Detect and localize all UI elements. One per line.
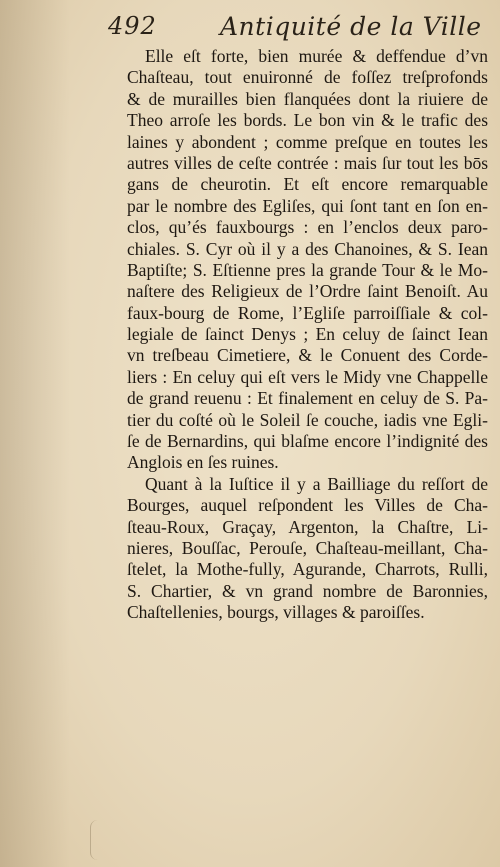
text-line: de grand reuenu : Et finalement en celuy de S. Pa- (127, 388, 488, 409)
page-header (108, 12, 488, 46)
text-line: liers : En celuy qui eſt vers le Midy vne Chappelle (127, 366, 488, 387)
text-line: chiales. S. Cyr où il y a des Chanoines, & S. Iean (127, 238, 488, 259)
text-line: Chaſtellenies, bourgs, villages & paroiſſes. (127, 602, 425, 623)
paragraph-2 (127, 474, 488, 624)
text-line: par le nombre des Egliſes, qui ſont tant en ſon en- (127, 195, 488, 216)
page-number: 492 (108, 12, 157, 40)
text-line: legiale de ſainct Denys ; En celuy de ſainct Iean (127, 324, 488, 345)
paragraph-1 (127, 46, 488, 474)
gutter-shadow (0, 0, 70, 867)
text-line: S. Chartier, & vn grand nombre de Baronnies, (127, 580, 488, 601)
text-line: tier du coſté où le Soleil ſe couche, iadis vne Egli- (127, 409, 488, 430)
text-line: laines y abondent ; comme preſque en toutes les (127, 131, 488, 152)
text-line: ſteau-Roux, Graçay, Argenton, la Chaſtre, Li- (127, 516, 488, 537)
text-line: ſtelet, la Mothe-fully, Agurande, Charrots, Rulli, (127, 559, 488, 580)
text-line: ſe de Bernardins, qui blaſme encore l’indignité des (127, 431, 488, 452)
text-line: Chaſteau, tout enuironné de foſſez treſprofonds (127, 67, 488, 88)
text-line: & de murailles bien flanquées dont la riuiere de (127, 88, 488, 109)
text-line: vn treſbeau Cimetiere, & le Conuent des Corde- (127, 345, 488, 366)
text-line: clos, qu’és fauxbourgs : en l’enclos deux paro- (127, 217, 488, 238)
text-line: naſtere des Religieux de l’Ordre ſaint Benoiſt. Au (127, 281, 488, 302)
text-line: gans de cheurotin. Et eſt encore remarquable (127, 174, 488, 195)
running-title: Antiquité de la Ville (220, 12, 482, 41)
body-text (127, 46, 488, 624)
text-line: autres villes de ceſte contrée : mais ſur tout les bōs (127, 152, 488, 173)
text-line: Elle eſt forte, bien murée & deffendue d’vn (145, 46, 488, 66)
text-line: Quant à la Iuſtice il y a Bailliage du reſſort de (145, 473, 488, 494)
text-line: Anglois en ſes ruines. (127, 452, 279, 473)
text-line: Baptiſte; S. Eſtienne pres la grande Tour & le Mo- (127, 259, 488, 280)
page-fold-mark (90, 820, 105, 860)
text-line: faux-bourg de Rome, l’Egliſe parroiſſiale & col- (127, 302, 488, 323)
text-line: nieres, Bouſſac, Perouſe, Chaſteau-meillant, Cha- (127, 537, 488, 558)
text-line: Theo arroſe les bords. Le bon vin & le trafic des (127, 110, 488, 131)
text-line: Bourges, auquel reſpondent les Villes de Cha- (127, 495, 488, 516)
